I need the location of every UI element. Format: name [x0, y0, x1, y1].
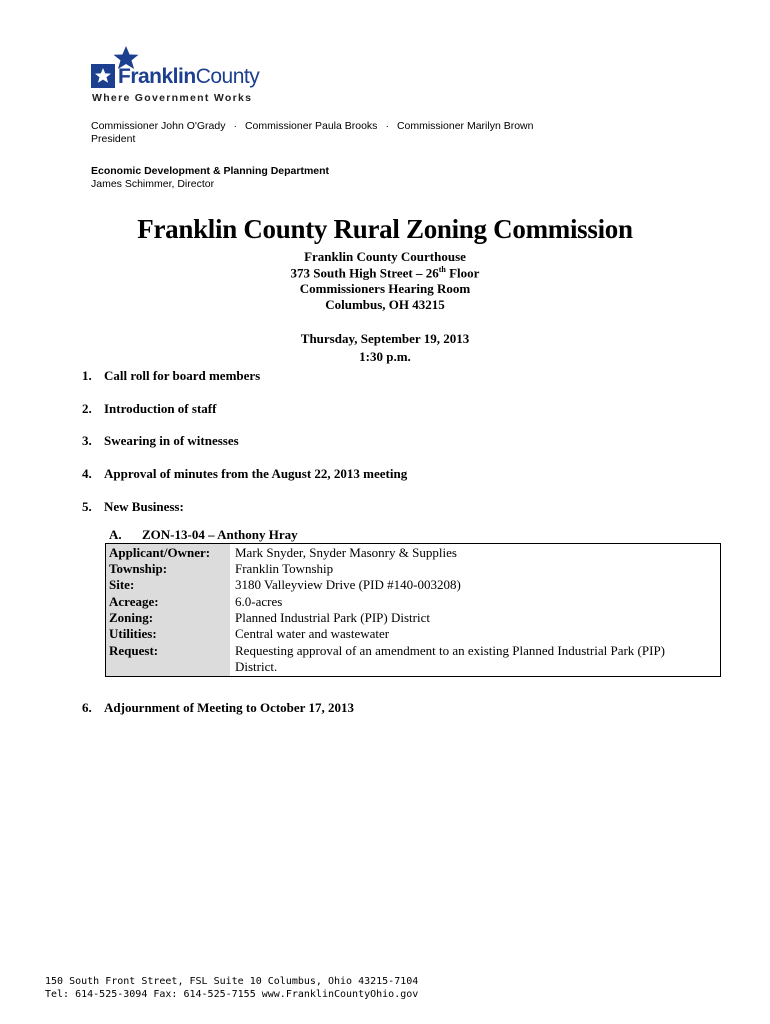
footer-contact: Tel: 614-525-3094 Fax: 614-525-7155 www.FranklinCountyOhio.gov [45, 989, 419, 1000]
floor-suffix: th [438, 265, 446, 274]
case-heading [109, 527, 298, 543]
location-line-4: Columbus, OH 43215 [325, 297, 445, 312]
case-label: Request: [109, 643, 159, 658]
commissioner-3: Commissioner Marilyn Brown [396, 120, 534, 132]
agenda-item-number: 2. [82, 401, 92, 416]
agenda-item [82, 466, 407, 482]
agenda-item-text: Introduction of staff [104, 401, 217, 416]
commissioner-role: President [91, 133, 136, 145]
case-label: Acreage: [109, 594, 159, 609]
case-letter: A. [109, 527, 122, 542]
agenda-item-text: New Business: [104, 499, 184, 514]
department-director: James Schimmer, Director [91, 178, 215, 190]
location-line-3: Commissioners Hearing Room [299, 281, 471, 296]
case-label: Site: [109, 577, 135, 592]
location-street: 373 South High Street – 26 [290, 265, 439, 281]
commissioner-1: Commissioner John O'Grady [91, 120, 226, 132]
case-label: Township: [109, 561, 168, 576]
case-label: Zoning: [109, 610, 154, 625]
agenda-item-number: 1. [82, 368, 92, 383]
footer-address: 150 South Front Street, FSL Suite 10 Columbus, Ohio 43215-7104 [45, 976, 419, 987]
location-floor: Floor [445, 265, 480, 281]
agenda-item [82, 499, 184, 515]
case-value: Planned Industrial Park (PIP) District [235, 610, 430, 625]
agenda-item-number: 4. [82, 466, 92, 481]
case-value: Requesting approval of an amendment to an existing Planned Industrial Park (PIP) [235, 643, 665, 658]
agenda-item-text: Adjournment of Meeting to October 17, 2013 [104, 700, 354, 715]
logo-name-bold: Franklin [118, 65, 196, 88]
agenda-item [82, 433, 239, 449]
case-value: Franklin Township [235, 561, 334, 576]
logo-name-light: County [195, 65, 260, 88]
case-value: Central water and wastewater [235, 626, 390, 641]
agenda-item-text: Approval of minutes from the August 22, 2013 meeting [104, 466, 408, 481]
commissioners-line [91, 120, 533, 132]
agenda-item-text: Swearing in of witnesses [104, 433, 239, 448]
agenda-item-text: Call roll for board members [104, 368, 261, 383]
separator-dot: · [233, 120, 237, 132]
case-label: Utilities: [109, 626, 157, 641]
agenda-item [82, 368, 260, 384]
location-line-1: Franklin County Courthouse [304, 249, 466, 264]
department-name: Economic Development & Planning Department [91, 165, 330, 177]
agenda-item-number: 5. [82, 499, 92, 514]
meeting-time: 1:30 p.m. [359, 349, 411, 364]
location-line-2 [0, 265, 770, 281]
agenda-item-number: 3. [82, 433, 92, 448]
case-value: 6.0-acres [235, 594, 283, 609]
meeting-date: Thursday, September 19, 2013 [300, 331, 470, 346]
case-label: Applicant/Owner: [109, 545, 211, 560]
case-value-continued: District. [235, 659, 278, 674]
case-value: Mark Snyder, Snyder Masonry & Supplies [235, 545, 457, 560]
case-title: ZON-13-04 – Anthony Hray [142, 527, 298, 542]
case-value: 3180 Valleyview Drive (PID #140-003208) [235, 577, 461, 592]
agenda-item [82, 401, 216, 417]
franklin-county-logo [90, 44, 260, 106]
meeting-title: Franklin County Rural Zoning Commission [137, 214, 633, 244]
case-details-table [105, 543, 721, 677]
agenda-item-number: 6. [82, 700, 92, 715]
separator-dot: · [385, 120, 389, 132]
logo-tagline: Where Government Works [92, 92, 253, 104]
logo-wordmark [118, 65, 259, 89]
commissioner-2: Commissioner Paula Brooks [244, 120, 378, 132]
agenda-item [82, 700, 354, 716]
